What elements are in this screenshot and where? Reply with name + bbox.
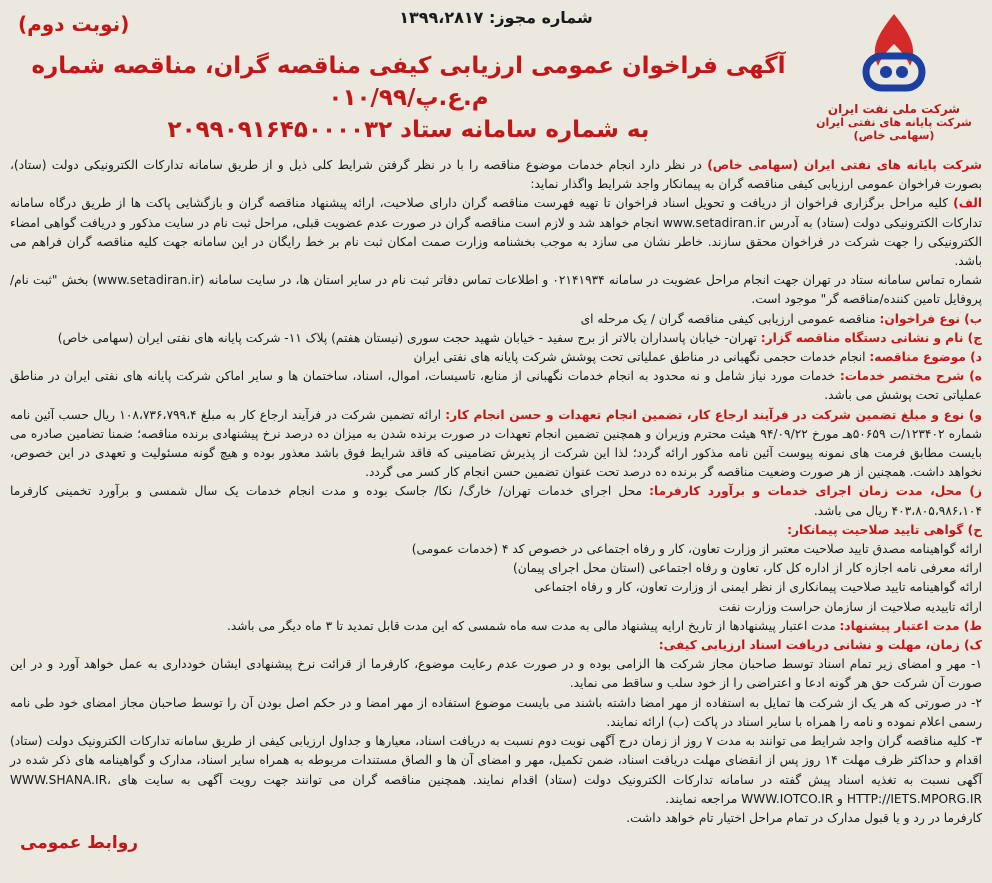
section-ze-text: محل اجرای خدمات تهران/ خارگ/ نکا/ جاسک بوده و مدت انجام خدمات یک سال شمسی و برآورد تخمینی کارفرما ۴۰۳،۸۰۵،۹۸۶،۱۰۴ ریال می باشد.	[10, 484, 982, 518]
section-alef	[10, 194, 982, 271]
list-item: ارائه معرفی نامه اجازه کار از اداره کل کار، تعاون و رفاه اجتماعی (استان محل اجرای پیمان)	[513, 561, 982, 576]
flame-logo-icon	[848, 10, 940, 102]
section-ke-heading	[10, 636, 982, 655]
intro-paragraph	[10, 156, 982, 194]
list-item: کارفرما در رد و یا قبول مدارک در تمام مراحل اختیار تام خواهد داشت.	[626, 810, 982, 825]
section-dal-label: د) موضوع مناقصه:	[869, 350, 982, 365]
section-be-text: مناقصه عمومی ارزیابی کیفی مناقصه گران / یک مرحله ای	[580, 311, 880, 326]
section-he	[10, 367, 982, 405]
section-jim-text: تهران- خیابان پاسداران بالاتر از برج سفید - خیابان شهید حجت سوری (نیستان هفتم) پلاک ۱۱- شرکت پایانه های نفتی ایران (سهامی خاص)	[57, 330, 761, 345]
section-ke-label: ک) زمان، مهلت و نشانی دریافت اسناد ارزیابی کیفی:	[658, 638, 982, 653]
section-dal	[10, 348, 982, 367]
list-item: ارائه گواهینامه تایید صلاحیت پیمانکاری از نظر ایمنی از وزارت تعاون، کار و رفاه اجتماعی	[534, 580, 982, 595]
list-item: ۲- در صورتی که هر یک از شرکت ها تمایل به استفاده از مهر امضا داشته باشند می بایست موضوع استفاده از مهر امضا و در حکم اصل بودن آن را توسط صاحبان مجاز امضای خود طی نامه رسمی اعلام نموده و نامه را همراه با سایر اسناد در پاکت (ب) ارائه نمایند.	[10, 695, 982, 729]
list-item: ۳- کلیه مناقصه گران واجد شرایط می توانند به مدت ۷ روز از زمان درج آگهی نوبت دوم نسبت به دریافت اسناد، معیارها و جداول ارزیابی کیفی از طریق سامانه تدارکات الکترونیک دولت (ستاد) اقدام و حداکثر ظرف مهلت ۱۴ روز پس از انقضای مهلت دریافت اسناد، ضمن تکمیل، مهر و امضای آن ها و الصاق مستندات مربوطه به همراه سایر اسناد، مدارک و گواهینامه های ذکر شده در آگهی نسبت به تغذیه اسناد پیش گفته در سامانه تدارکات الکترونیک دولت (ستاد) اقدام نمایند. همچنین مناقصه گران می توانند جهت رویت آگهی به سایت های WWW.SHANA.IR، HTTP://IETS.MPORG.IR و WWW.IOTCO.IR مراجعه نمایند.	[10, 734, 983, 806]
intro-company: شرکت پایانه های نفتی ایران (سهامی خاص)	[707, 158, 982, 172]
ad-subtitle: به شماره سامانه ستاد ۲۰۹۹۰۹۱۶۴۵۰۰۰۰۳۲	[167, 117, 650, 143]
section-he-text: خدمات مورد نیاز شامل و نه محدود به انجام خدمات نگهبانی از منابع، تاسیسات، اموال، اسناد، ساختمان ها و سایر اماکن شرکت پایانه های نفتی ایران در مناطق عملیاتی تحت پوشش می باشد.	[10, 369, 982, 403]
section-alef-text: کلیه مراحل برگزاری فراخوان از دریافت و تحویل اسناد فراخوان تا تهیه فهرست مناقصه گران دارای صلاحیت، ارائه پیشنهاد مناقصه گران و بازگشایی پاکت ها از طریق درگاه سامانه تدارکات الکترونیکی دولت (ستاد) به آدرس www.setadiran.ir انجام خواهد شد و لازم است مناقصه گران در صورت عدم عضویت قبلی، مراحل ثبت نام در سایت مذکور و دریافت گواهی امضاء الکترونیکی را جهت شرکت در فراخوان محقق سازند. خاطر نشان می سازد به موجب بخشنامه وزارت صمت امکان ثبت نام بر خط رایگان در این سامانه جهت کلیه مناقصه گران فراهم می باشد.	[10, 196, 983, 269]
section-dal-text: انجام خدمات حجمی نگهبانی در مناطق عملیاتی تحت پوشش شرکت پایانه های نفتی ایران	[413, 350, 870, 365]
intro-text: در نظر دارد انجام خدمات موضوع مناقصه را با در نظر گرفتن شرایط کلی ذیل و از طریق سامانه تدارکات الکترونیکی دولت (ستاد)، بصورت فراخوان عمومی ارزیابی کیفی مناقصه گران به پیمانکار واجد شرایط واگذار نماید:	[10, 158, 982, 192]
logo-company-subtitle: شرکت پایانه های نفتی ایران (سهامی خاص)	[816, 116, 972, 142]
section-ta	[10, 617, 982, 636]
section-ze	[10, 482, 982, 520]
turn-badge: (نوبت دوم)	[18, 12, 130, 36]
permit-number: شماره مجوز: ۱۳۹۹،۲۸۱۷	[399, 8, 593, 27]
ad-titles	[20, 50, 797, 146]
section-ta-label: ط) مدت اعتبار پیشنهاد:	[839, 618, 982, 633]
public-relations-signature: روابط عمومی	[20, 833, 139, 853]
list-item: ارائه تاییدیه صلاحیت از سازمان حراست وزارت نفت	[718, 599, 982, 614]
section-vav	[10, 406, 982, 483]
list-item: ارائه گواهینامه مصدق تایید صلاحیت معتبر از وزارت تعاون، کار و رفاه اجتماعی در خصوص کد ۴ (خدمات عمومی)	[411, 542, 982, 557]
section-vav-text: ارائه تضمین شرکت در فرآیند ارجاع کار به مبلغ ۱۰۸،۷۳۶،۷۹۹،۴ ریال حسب آئین نامه شماره ۱۲۳۴۰۲/ت ۵۰۶۵۹هـ مورخ ۹۴/۰۹/۲۲ هیئت محترم وزیران و همچنین تضمین انجام تعهدات در صورت برنده شدن به میزان ده درصد نرخ پیشنهادی برنده مناقصه؛ ضمنا تضامین صادره می بایست مطابق فرمت های نمونه پیوست آئین نامه مذکور ارائه گردد؛ لذا این شرکت از پذیرش تضامینی که فاقد شرایط فوق باشد معذور بوده و هیچ گونه مسئولیت و تعهدی در این خصوص، نخواهد داشت. همچنین از هر صورت وضعیت مناقصه گر برنده ده درصد تحت عنوان تضمین حسن انجام کار کسر می گردد.	[10, 407, 982, 480]
list-item: ۱- مهر و امضای زیر تمام اسناد توسط صاحبان مجاز شرکت ها الزامی بوده و در صورت عدم رعایت موضوع، کارفرما از قرائت نرخ پیشنهادی ایشان خودداری به عمل خواهد آورد و در این صورت آن شرکت حق هر گونه ادعا و اعتراضی را از خود سلب و ساقط می نماید.	[10, 657, 982, 691]
section-be	[10, 310, 982, 329]
section-jim-label: ج) نام و نشانی دستگاه مناقصه گزار:	[760, 330, 982, 345]
section-ze-label: ز) محل، مدت زمان اجرای خدمات و برآورد کارفرما:	[649, 484, 982, 499]
section-he2-label: ح) گواهی تایید صلاحیت پیمانکار:	[787, 522, 982, 537]
section-he-label: ه) شرح مختصر خدمات:	[839, 369, 982, 384]
header	[10, 6, 982, 156]
section-jim	[10, 329, 982, 348]
ad-title: آگهی فراخوان عمومی ارزیابی کیفی مناقصه گران، مناقصه شماره م.ع.پ/۰۱۰/۹۹	[31, 53, 786, 111]
ad-body	[10, 156, 982, 828]
company-logo	[814, 10, 974, 142]
section-be-label: ب) نوع فراخوان:	[879, 311, 982, 326]
section-vav-label: و) نوع و مبلغ تضمین شرکت در فرآیند ارجاع کار، تضمین انجام تعهدات و حسن انجام کار:	[445, 407, 982, 422]
logo-company-name: شرکت ملی نفت ایران	[827, 102, 961, 116]
section-ta-text: مدت اعتبار پیشنهادها از تاریخ ارایه پیشنهاد مالی به مدت سه ماه شمسی که این مدت قابل تمدید تا ۳ ماه دیگر می باشد.	[226, 618, 840, 633]
section-alef-label: الف)	[953, 196, 982, 211]
contact-paragraph: شماره تماس سامانه ستاد در تهران جهت انجام مراحل عضویت در سامانه ۰۲۱۴۱۹۳۴ و اطلاعات تماس دفاتر ثبت نام در سایر استان ها، در سایت سامانه (www.setadiran.ir) بخش "ثبت نام/ پروفایل تامین کننده/مناقصه گر" موجود است.	[10, 273, 983, 307]
section-he2-heading	[10, 521, 982, 540]
